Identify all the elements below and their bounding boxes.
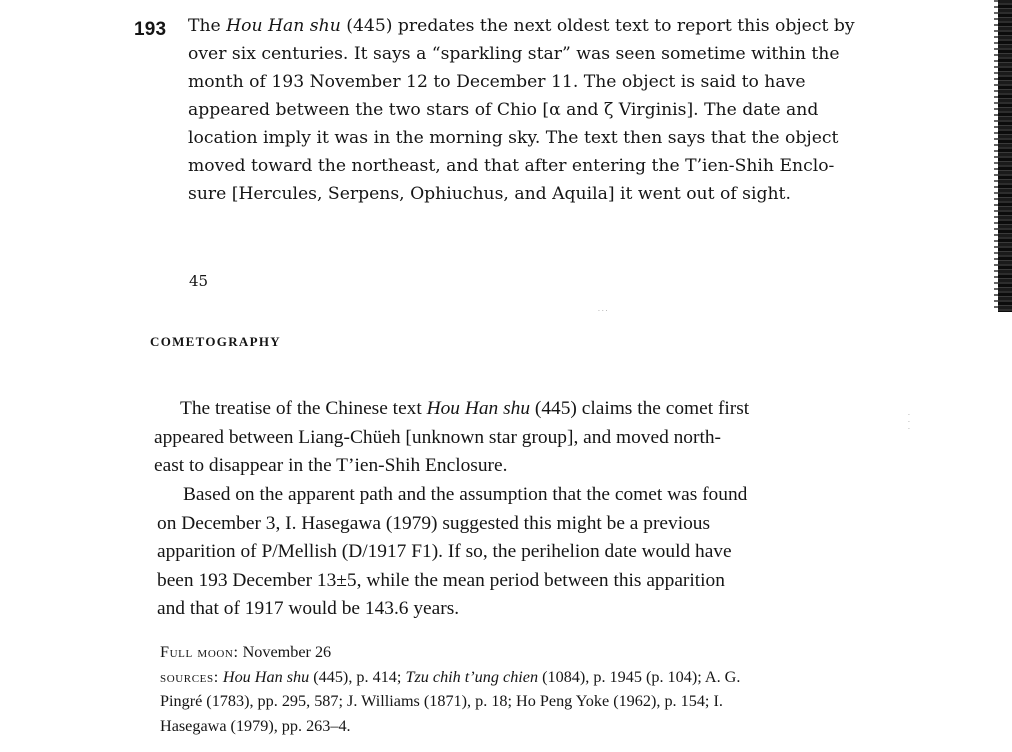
scan-edge-shadow [998, 0, 1012, 312]
scan-speck: · · · [908, 412, 910, 433]
full-moon-label: Full moon: [160, 643, 239, 661]
sources-label: sources: [160, 667, 219, 686]
text-line: The Hou Han shu (445) predates the next oldest text to report this object by [188, 16, 855, 36]
text-line: Based on the apparent path and the assumption that the comet was found [183, 484, 748, 505]
scan-speck: · · · [598, 308, 608, 315]
italic-title: Hou Han shu [226, 16, 341, 36]
text-line: appeared between Liang-Chüeh [unknown star group], and moved north- [154, 426, 721, 448]
full-moon-note [160, 640, 740, 665]
text-line: been 193 December 13±5, while the mean period between this apparition [157, 569, 725, 591]
text-line: location imply it was in the morning sky. The text then says that the object [188, 128, 839, 148]
text-line: The treatise of the Chinese text Hou Han shu (445) claims the comet first [180, 398, 750, 419]
page-number: 45 [189, 272, 209, 290]
text-line: month of 193 November 12 to December 11. The object is said to have [188, 72, 806, 92]
text-line: and that of 1917 would be 143.6 years. [157, 598, 460, 620]
paragraph-1 [154, 395, 749, 481]
running-head: COMETOGRAPHY [150, 334, 281, 349]
text-line: on December 3, I. Hasegawa (1979) suggested this might be a previous [157, 512, 711, 534]
text-line: apparition of P/Mellish (D/1917 F1). If so, the perihelion date would have [157, 541, 732, 563]
entry-year: 193 [134, 19, 167, 40]
text-line: appeared between the two stars of Chio [α and ζ Virginis]. The date and [188, 100, 819, 120]
italic-title: Tzu chih t’ung chien [405, 667, 539, 686]
sources-line: Hasegawa (1979), pp. 263–4. [160, 716, 351, 735]
full-moon-value: November 26 [238, 643, 332, 661]
italic-title: Hou Han shu [222, 667, 310, 686]
text-line: moved toward the northeast, and that after entering the T’ien-Shih Enclo- [188, 156, 835, 176]
text-line: sure [Hercules, Serpens, Ophiuchus, and Aquila] it went out of sight. [188, 184, 791, 204]
text-line: over six centuries. It says a “sparkling star” was seen sometime within the [188, 44, 840, 64]
text-line: east to disappear in the T’ien-Shih Enclosure. [154, 455, 508, 477]
entry-text [188, 12, 888, 208]
notes [160, 640, 740, 738]
paragraph-2 [157, 481, 747, 624]
sources-line: sources: Hou Han shu (445), p. 414; Tzu chih t’ung chien (1084), p. 1945 (p. 104); A. G. [160, 667, 741, 686]
italic-title: Hou Han shu [426, 398, 531, 419]
sources-line: Pingré (1783), pp. 295, 587; J. Williams (1871), p. 18; Ho Peng Yoke (1962), p. 154; I. [160, 692, 723, 710]
